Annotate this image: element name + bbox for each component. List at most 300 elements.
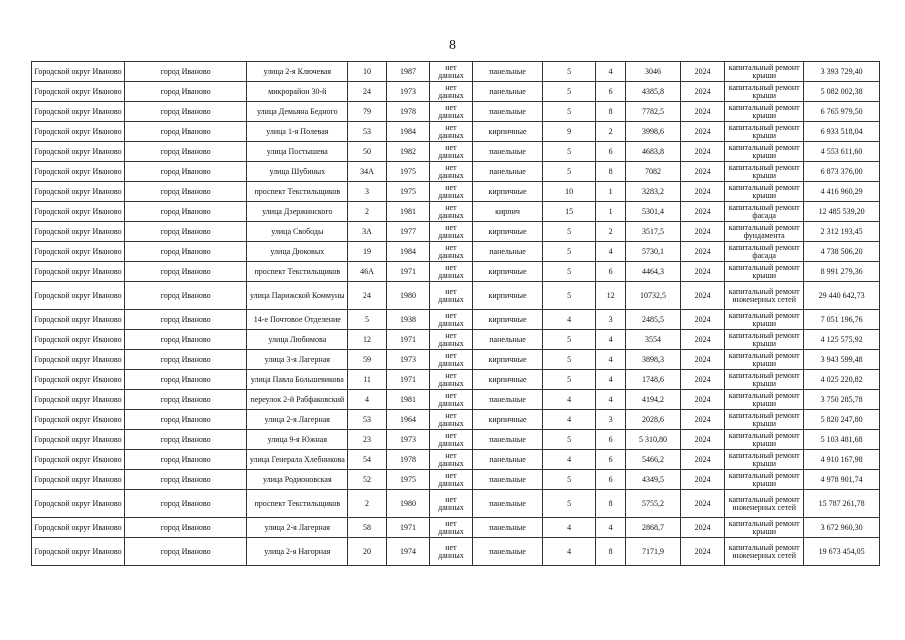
cost-cell: 7 051 196,76 <box>804 310 880 330</box>
commissioning-cell: нет данных <box>430 330 472 350</box>
cost-cell: 6 873 376,00 <box>804 162 880 182</box>
floors-cell: 5 <box>543 262 596 282</box>
entrances-cell: 8 <box>595 538 625 566</box>
work-type-cell: капитальный ремонт крыши <box>725 262 804 282</box>
entrances-cell: 4 <box>595 370 625 390</box>
wall-material-cell: панельные <box>472 430 543 450</box>
floors-cell: 5 <box>543 222 596 242</box>
municipality-cell: Городской округ Иваново <box>32 222 125 242</box>
municipality-cell: Городской округ Иваново <box>32 310 125 330</box>
commissioning-cell: нет данных <box>430 202 472 222</box>
area-cell: 2028,6 <box>626 410 681 430</box>
entrances-cell: 3 <box>595 410 625 430</box>
floors-cell: 9 <box>543 122 596 142</box>
commissioning-cell: нет данных <box>430 470 472 490</box>
house-number-cell: 5 <box>348 310 386 330</box>
wall-material-cell: кирпичные <box>472 122 543 142</box>
area-cell: 4464,3 <box>626 262 681 282</box>
page-number: 8 <box>449 38 456 53</box>
table-row <box>32 182 880 202</box>
table-row <box>32 262 880 282</box>
commissioning-cell: нет данных <box>430 82 472 102</box>
work-type-cell: капитальный ремонт фасада <box>725 242 804 262</box>
settlement-cell: город Иваново <box>124 242 246 262</box>
entrances-cell: 1 <box>595 202 625 222</box>
cost-cell: 3 672 960,30 <box>804 518 880 538</box>
table-row <box>32 330 880 350</box>
wall-material-cell: кирпичные <box>472 370 543 390</box>
table-row <box>32 202 880 222</box>
plan-year-cell: 2024 <box>680 282 724 310</box>
table-row <box>32 410 880 430</box>
commissioning-cell: нет данных <box>430 410 472 430</box>
floors-cell: 4 <box>543 518 596 538</box>
municipality-cell: Городской округ Иваново <box>32 450 125 470</box>
commissioning-cell: нет данных <box>430 282 472 310</box>
entrances-cell: 8 <box>595 102 625 122</box>
work-type-cell: капитальный ремонт крыши <box>725 310 804 330</box>
municipality-cell: Городской округ Иваново <box>32 122 125 142</box>
entrances-cell: 4 <box>595 350 625 370</box>
house-number-cell: 34А <box>348 162 386 182</box>
municipality-cell: Городской округ Иваново <box>32 350 125 370</box>
house-number-cell: 24 <box>348 82 386 102</box>
municipality-cell: Городской округ Иваново <box>32 470 125 490</box>
cost-cell: 8 991 279,36 <box>804 262 880 282</box>
street-cell: улица 2-я Ключевая <box>247 62 348 82</box>
commissioning-cell: нет данных <box>430 222 472 242</box>
work-type-cell: капитальный ремонт крыши <box>725 102 804 122</box>
plan-year-cell: 2024 <box>680 182 724 202</box>
cost-cell: 5 103 481,68 <box>804 430 880 450</box>
entrances-cell: 4 <box>595 62 625 82</box>
area-cell: 4194,2 <box>626 390 681 410</box>
street-cell: улица Постышева <box>247 142 348 162</box>
work-type-cell: капитальный ремонт крыши <box>725 82 804 102</box>
wall-material-cell: панельные <box>472 82 543 102</box>
cost-cell: 3 393 729,40 <box>804 62 880 82</box>
cost-cell: 3 943 599,48 <box>804 350 880 370</box>
floors-cell: 4 <box>543 450 596 470</box>
wall-material-cell: кирпичные <box>472 182 543 202</box>
street-cell: улица Шубиных <box>247 162 348 182</box>
work-type-cell: капитальный ремонт фасада <box>725 202 804 222</box>
table-row <box>32 390 880 410</box>
floors-cell: 5 <box>543 142 596 162</box>
area-cell: 3046 <box>626 62 681 82</box>
floors-cell: 10 <box>543 182 596 202</box>
house-number-cell: 24 <box>348 282 386 310</box>
year-built-cell: 1977 <box>386 222 429 242</box>
plan-year-cell: 2024 <box>680 430 724 450</box>
municipality-cell: Городской округ Иваново <box>32 430 125 450</box>
cost-cell: 4 910 167,98 <box>804 450 880 470</box>
settlement-cell: город Иваново <box>124 142 246 162</box>
table-row <box>32 142 880 162</box>
work-type-cell: капитальный ремонт крыши <box>725 430 804 450</box>
table-row <box>32 518 880 538</box>
plan-year-cell: 2024 <box>680 142 724 162</box>
house-number-cell: 2 <box>348 202 386 222</box>
area-cell: 5 310,80 <box>626 430 681 450</box>
wall-material-cell: панельные <box>472 490 543 518</box>
municipality-cell: Городской округ Иваново <box>32 518 125 538</box>
cost-cell: 4 416 960,29 <box>804 182 880 202</box>
municipality-cell: Городской округ Иваново <box>32 82 125 102</box>
wall-material-cell: панельные <box>472 242 543 262</box>
entrances-cell: 6 <box>595 450 625 470</box>
municipality-cell: Городской округ Иваново <box>32 370 125 390</box>
entrances-cell: 2 <box>595 122 625 142</box>
municipality-cell: Городской округ Иваново <box>32 242 125 262</box>
house-number-cell: 52 <box>348 470 386 490</box>
commissioning-cell: нет данных <box>430 538 472 566</box>
year-built-cell: 1980 <box>386 282 429 310</box>
year-built-cell: 1975 <box>386 182 429 202</box>
plan-year-cell: 2024 <box>680 518 724 538</box>
street-cell: улица Павла Большевикова <box>247 370 348 390</box>
plan-year-cell: 2024 <box>680 490 724 518</box>
plan-year-cell: 2024 <box>680 538 724 566</box>
settlement-cell: город Иваново <box>124 370 246 390</box>
cost-cell: 2 312 193,45 <box>804 222 880 242</box>
street-cell: улица Свободы <box>247 222 348 242</box>
table-row <box>32 222 880 242</box>
year-built-cell: 1982 <box>386 142 429 162</box>
municipality-cell: Городской округ Иваново <box>32 538 125 566</box>
commissioning-cell: нет данных <box>430 162 472 182</box>
cost-cell: 3 750 285,78 <box>804 390 880 410</box>
entrances-cell: 6 <box>595 142 625 162</box>
settlement-cell: город Иваново <box>124 122 246 142</box>
area-cell: 7082 <box>626 162 681 182</box>
area-cell: 10732,5 <box>626 282 681 310</box>
floors-cell: 4 <box>543 538 596 566</box>
wall-material-cell: кирпичные <box>472 350 543 370</box>
cost-cell: 5 082 002,38 <box>804 82 880 102</box>
plan-year-cell: 2024 <box>680 310 724 330</box>
year-built-cell: 1971 <box>386 518 429 538</box>
house-number-cell: 53 <box>348 410 386 430</box>
work-type-cell: капитальный ремонт крыши <box>725 518 804 538</box>
street-cell: улица 2-я Лагерная <box>247 518 348 538</box>
year-built-cell: 1981 <box>386 202 429 222</box>
settlement-cell: город Иваново <box>124 310 246 330</box>
house-number-cell: 58 <box>348 518 386 538</box>
year-built-cell: 1971 <box>386 370 429 390</box>
commissioning-cell: нет данных <box>430 370 472 390</box>
plan-year-cell: 2024 <box>680 222 724 242</box>
wall-material-cell: панельные <box>472 538 543 566</box>
year-built-cell: 1964 <box>386 410 429 430</box>
year-built-cell: 1975 <box>386 470 429 490</box>
settlement-cell: город Иваново <box>124 262 246 282</box>
area-cell: 5730,1 <box>626 242 681 262</box>
work-type-cell: капитальный ремонт инженерных сетей <box>725 282 804 310</box>
entrances-cell: 6 <box>595 470 625 490</box>
table-row <box>32 102 880 122</box>
settlement-cell: город Иваново <box>124 518 246 538</box>
municipality-cell: Городской округ Иваново <box>32 142 125 162</box>
house-number-cell: 54 <box>348 450 386 470</box>
settlement-cell: город Иваново <box>124 430 246 450</box>
commissioning-cell: нет данных <box>430 390 472 410</box>
year-built-cell: 1971 <box>386 330 429 350</box>
entrances-cell: 8 <box>595 162 625 182</box>
entrances-cell: 3 <box>595 310 625 330</box>
house-number-cell: 50 <box>348 142 386 162</box>
work-type-cell: капитальный ремонт инженерных сетей <box>725 490 804 518</box>
municipality-cell: Городской округ Иваново <box>32 390 125 410</box>
work-type-cell: капитальный ремонт крыши <box>725 162 804 182</box>
settlement-cell: город Иваново <box>124 102 246 122</box>
street-cell: улица 2-я Лагерная <box>247 410 348 430</box>
settlement-cell: город Иваново <box>124 82 246 102</box>
cost-cell: 4 553 611,60 <box>804 142 880 162</box>
table-body <box>32 62 880 566</box>
municipality-cell: Городской округ Иваново <box>32 262 125 282</box>
year-built-cell: 1975 <box>386 162 429 182</box>
area-cell: 2485,5 <box>626 310 681 330</box>
year-built-cell: 1973 <box>386 350 429 370</box>
wall-material-cell: кирпичные <box>472 410 543 430</box>
settlement-cell: город Иваново <box>124 162 246 182</box>
house-number-cell: 19 <box>348 242 386 262</box>
commissioning-cell: нет данных <box>430 182 472 202</box>
area-cell: 3998,6 <box>626 122 681 142</box>
floors-cell: 5 <box>543 62 596 82</box>
work-type-cell: капитальный ремонт крыши <box>725 122 804 142</box>
municipality-cell: Городской округ Иваново <box>32 202 125 222</box>
municipality-cell: Городской округ Иваново <box>32 182 125 202</box>
table-row <box>32 470 880 490</box>
area-cell: 7171,9 <box>626 538 681 566</box>
settlement-cell: город Иваново <box>124 330 246 350</box>
table-row <box>32 538 880 566</box>
municipality-cell: Городской округ Иваново <box>32 102 125 122</box>
street-cell: 14-е Почтовое Отделение <box>247 310 348 330</box>
area-cell: 7782,5 <box>626 102 681 122</box>
entrances-cell: 4 <box>595 330 625 350</box>
table-row <box>32 490 880 518</box>
floors-cell: 5 <box>543 330 596 350</box>
floors-cell: 5 <box>543 490 596 518</box>
plan-year-cell: 2024 <box>680 370 724 390</box>
year-built-cell: 1980 <box>386 490 429 518</box>
street-cell: улица Дзержинского <box>247 202 348 222</box>
work-type-cell: капитальный ремонт крыши <box>725 182 804 202</box>
entrances-cell: 4 <box>595 518 625 538</box>
street-cell: проспект Текстильщиков <box>247 182 348 202</box>
work-type-cell: капитальный ремонт крыши <box>725 62 804 82</box>
table-row <box>32 82 880 102</box>
settlement-cell: город Иваново <box>124 222 246 242</box>
area-cell: 4385,8 <box>626 82 681 102</box>
street-cell: улица 2-я Нагорная <box>247 538 348 566</box>
area-cell: 3283,2 <box>626 182 681 202</box>
wall-material-cell: панельные <box>472 142 543 162</box>
table-row <box>32 310 880 330</box>
house-number-cell: 2 <box>348 490 386 518</box>
area-cell: 1748,6 <box>626 370 681 390</box>
table-row <box>32 242 880 262</box>
area-cell: 3898,3 <box>626 350 681 370</box>
house-number-cell: 3 <box>348 182 386 202</box>
street-cell: улица Демьяна Бедного <box>247 102 348 122</box>
wall-material-cell: панельные <box>472 62 543 82</box>
municipality-cell: Городской округ Иваново <box>32 330 125 350</box>
wall-material-cell: кирпичные <box>472 282 543 310</box>
plan-year-cell: 2024 <box>680 330 724 350</box>
area-cell: 5466,2 <box>626 450 681 470</box>
entrances-cell: 2 <box>595 222 625 242</box>
table-row <box>32 282 880 310</box>
house-number-cell: 53 <box>348 122 386 142</box>
entrances-cell: 4 <box>595 242 625 262</box>
street-cell: переулок 2-й Рабфаковский <box>247 390 348 410</box>
work-type-cell: капитальный ремонт фундамента <box>725 222 804 242</box>
street-cell: улица 1-я Полевая <box>247 122 348 142</box>
plan-year-cell: 2024 <box>680 102 724 122</box>
plan-year-cell: 2024 <box>680 242 724 262</box>
street-cell: проспект Текстильщиков <box>247 262 348 282</box>
floors-cell: 15 <box>543 202 596 222</box>
commissioning-cell: нет данных <box>430 142 472 162</box>
plan-year-cell: 2024 <box>680 162 724 182</box>
settlement-cell: город Иваново <box>124 282 246 310</box>
cost-cell: 4 738 506,20 <box>804 242 880 262</box>
house-number-cell: 4 <box>348 390 386 410</box>
wall-material-cell: панельные <box>472 162 543 182</box>
work-type-cell: капитальный ремонт крыши <box>725 390 804 410</box>
wall-material-cell: панельные <box>472 470 543 490</box>
house-number-cell: 12 <box>348 330 386 350</box>
entrances-cell: 6 <box>595 430 625 450</box>
municipality-cell: Городской округ Иваново <box>32 490 125 518</box>
floors-cell: 4 <box>543 410 596 430</box>
plan-year-cell: 2024 <box>680 122 724 142</box>
municipality-cell: Городской округ Иваново <box>32 410 125 430</box>
work-type-cell: капитальный ремонт крыши <box>725 470 804 490</box>
wall-material-cell: панельные <box>472 450 543 470</box>
settlement-cell: город Иваново <box>124 62 246 82</box>
wall-material-cell: кирпичные <box>472 310 543 330</box>
settlement-cell: город Иваново <box>124 470 246 490</box>
area-cell: 5755,2 <box>626 490 681 518</box>
municipality-cell: Городской округ Иваново <box>32 162 125 182</box>
area-cell: 5301,4 <box>626 202 681 222</box>
plan-year-cell: 2024 <box>680 350 724 370</box>
year-built-cell: 1938 <box>386 310 429 330</box>
cost-cell: 4 978 901,74 <box>804 470 880 490</box>
commissioning-cell: нет данных <box>430 242 472 262</box>
year-built-cell: 1978 <box>386 450 429 470</box>
settlement-cell: город Иваново <box>124 202 246 222</box>
entrances-cell: 6 <box>595 262 625 282</box>
street-cell: микрорайон 30-й <box>247 82 348 102</box>
entrances-cell: 1 <box>595 182 625 202</box>
area-cell: 3554 <box>626 330 681 350</box>
year-built-cell: 1978 <box>386 102 429 122</box>
cost-cell: 12 485 539,20 <box>804 202 880 222</box>
commissioning-cell: нет данных <box>430 122 472 142</box>
work-type-cell: капитальный ремонт крыши <box>725 350 804 370</box>
house-number-cell: 59 <box>348 350 386 370</box>
area-cell: 2868,7 <box>626 518 681 538</box>
commissioning-cell: нет данных <box>430 262 472 282</box>
year-built-cell: 1981 <box>386 390 429 410</box>
cost-cell: 15 787 261,78 <box>804 490 880 518</box>
table-row <box>32 430 880 450</box>
house-number-cell: 3А <box>348 222 386 242</box>
street-cell: улица Генерала Хлебникова <box>247 450 348 470</box>
floors-cell: 4 <box>543 390 596 410</box>
settlement-cell: город Иваново <box>124 350 246 370</box>
settlement-cell: город Иваново <box>124 538 246 566</box>
year-built-cell: 1971 <box>386 262 429 282</box>
plan-year-cell: 2024 <box>680 202 724 222</box>
work-type-cell: капитальный ремонт крыши <box>725 330 804 350</box>
commissioning-cell: нет данных <box>430 518 472 538</box>
work-type-cell: капитальный ремонт крыши <box>725 450 804 470</box>
street-cell: улица Дюковых <box>247 242 348 262</box>
floors-cell: 5 <box>543 470 596 490</box>
work-type-cell: капитальный ремонт крыши <box>725 370 804 390</box>
cost-cell: 5 820 247,80 <box>804 410 880 430</box>
area-cell: 4683,8 <box>626 142 681 162</box>
commissioning-cell: нет данных <box>430 450 472 470</box>
municipality-cell: Городской округ Иваново <box>32 282 125 310</box>
commissioning-cell: нет данных <box>430 490 472 518</box>
table-row <box>32 162 880 182</box>
floors-cell: 5 <box>543 242 596 262</box>
plan-year-cell: 2024 <box>680 410 724 430</box>
commissioning-cell: нет данных <box>430 62 472 82</box>
entrances-cell: 6 <box>595 82 625 102</box>
table-row <box>32 450 880 470</box>
year-built-cell: 1974 <box>386 538 429 566</box>
cost-cell: 6 933 518,04 <box>804 122 880 142</box>
area-cell: 4349,5 <box>626 470 681 490</box>
year-built-cell: 1973 <box>386 82 429 102</box>
floors-cell: 5 <box>543 370 596 390</box>
floors-cell: 5 <box>543 102 596 122</box>
cost-cell: 4 125 575,92 <box>804 330 880 350</box>
settlement-cell: город Иваново <box>124 390 246 410</box>
year-built-cell: 1984 <box>386 242 429 262</box>
street-cell: улица Парижской Коммуны <box>247 282 348 310</box>
house-number-cell: 20 <box>348 538 386 566</box>
settlement-cell: город Иваново <box>124 410 246 430</box>
floors-cell: 5 <box>543 162 596 182</box>
work-type-cell: капитальный ремонт инженерных сетей <box>725 538 804 566</box>
house-number-cell: 11 <box>348 370 386 390</box>
house-number-cell: 79 <box>348 102 386 122</box>
street-cell: улица Любимова <box>247 330 348 350</box>
wall-material-cell: панельные <box>472 518 543 538</box>
cost-cell: 29 440 642,73 <box>804 282 880 310</box>
table-row <box>32 350 880 370</box>
floors-cell: 5 <box>543 82 596 102</box>
plan-year-cell: 2024 <box>680 390 724 410</box>
plan-year-cell: 2024 <box>680 62 724 82</box>
year-built-cell: 1987 <box>386 62 429 82</box>
floors-cell: 5 <box>543 430 596 450</box>
settlement-cell: город Иваново <box>124 450 246 470</box>
wall-material-cell: панельные <box>472 390 543 410</box>
table-row <box>32 122 880 142</box>
cost-cell: 4 025 220,82 <box>804 370 880 390</box>
